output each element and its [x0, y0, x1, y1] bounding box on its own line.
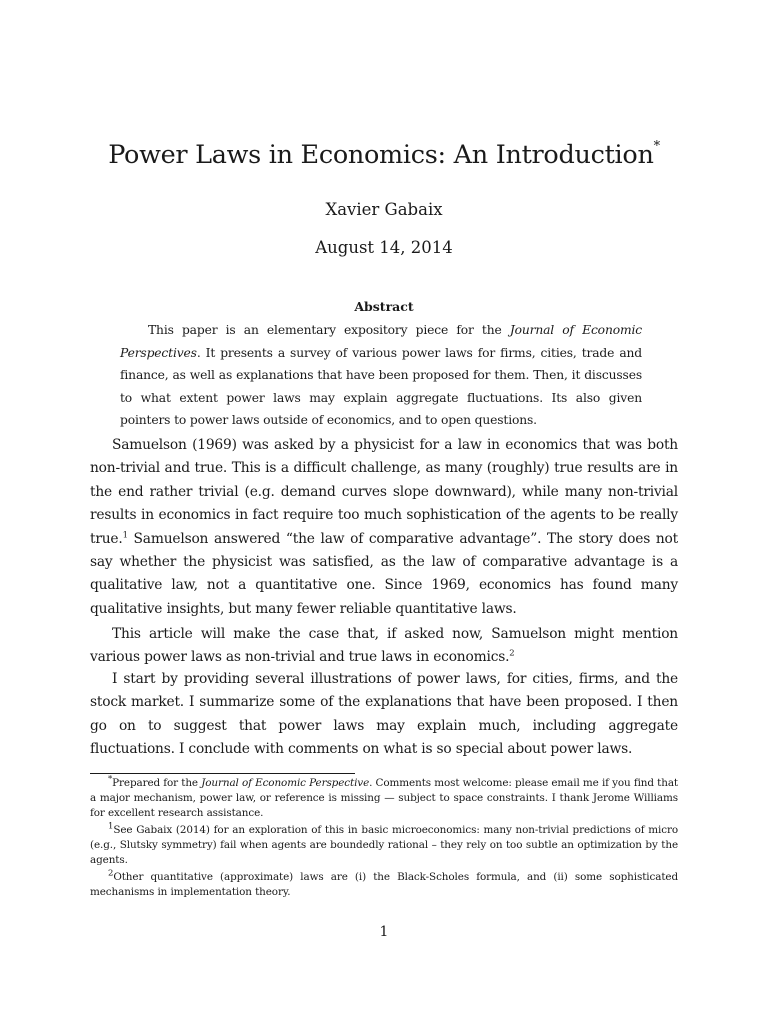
abstract-part-2: . It presents a survey of various power laws for firms, cities, trade and finance, as well as explanations that have been proposed for them. Then, it discusses to what extent power laws may explain aggregate fluctuations. Its also given pointers to power laws outside of economics, and to open questions. — [120, 345, 642, 427]
abstract-part-1: This paper is an elementary expository piece for the — [148, 323, 510, 337]
page-number: 1 — [379, 924, 389, 940]
footnote-divider — [90, 773, 355, 774]
footnote-ref-2: 2 — [509, 648, 515, 659]
footnote-2-mark: 2 — [108, 868, 114, 879]
abstract-text — [120, 319, 642, 432]
footnote-star — [90, 776, 678, 822]
footnote-star-mark: * — [108, 774, 113, 785]
paragraph-1-part-b: Samuelson answered “the law of comparative advantage”. The story does not say whether the physicist was satisfied, as the law of comparative advantage is a qualitative law, not a quantitative one. Since 1969, economics has found many qualitative insights, but many fewer reliable quantitative laws. — [90, 530, 678, 617]
title-text: Power Laws in Economics: An Introduction — [108, 140, 654, 170]
title-footnote-mark: * — [653, 138, 660, 154]
footnote-2 — [90, 870, 678, 900]
abstract-heading: Abstract — [354, 299, 414, 314]
paragraph-3: I start by providing several illustrations of power laws, for cities, firms, and the stock market. I summarize some of the explanations that have been proposed. I then go on to suggest that power laws may explain much, including aggregate fluctuations. I conclude with comments on what is so special about power laws. — [90, 671, 678, 758]
author-name: Xavier Gabaix — [325, 200, 443, 219]
footnote-star-journal: Journal of Economic Perspective — [201, 777, 370, 789]
footnote-1-text: See Gabaix (2014) for an exploration of this in basic microeconomics: many non-trivial predictions of micro (e.g., Slutsky symmetry) fail when agents are boundedly rational – they rely on too subtle an optimization by the agents. — [90, 824, 678, 867]
footnote-star-part-b: . Comments most welcome: please email me if you find that a major mechanism, power law, or reference is missing — subject to space constraints. I thank Jerome Williams for excellent research assistance. — [90, 777, 678, 820]
abstract-journal-name: Journal of Economic Perspectives — [120, 323, 642, 360]
paragraph-2-text: This article will make the case that, if asked now, Samuelson might mention various power laws as non-trivial and true laws in economics. — [90, 626, 678, 666]
paper-title — [0, 140, 768, 170]
footnote-1-mark: 1 — [108, 821, 114, 832]
paragraph-2 — [90, 623, 678, 670]
footnote-star-part-a: Prepared for the — [112, 777, 202, 789]
publication-date: August 14, 2014 — [315, 238, 453, 257]
footnote-1 — [90, 823, 678, 869]
paragraph-1-part-a: Samuelson (1969) was asked by a physicist for a law in economics that was both non-trivial and true. This is a difficult challenge, as many (roughly) true results are in the end rather trivial (e.g. demand curves slope downward), while many non-trivial results in economics in fact require too much sophistication of the agents to be really true. — [90, 437, 678, 547]
footnote-ref-1: 1 — [122, 530, 128, 541]
paragraph-1 — [90, 434, 678, 621]
footnote-2-text: Other quantitative (approximate) laws are (i) the Black-Scholes formula, and (ii) some sophisticated mechanisms in implementation theory. — [90, 871, 678, 899]
